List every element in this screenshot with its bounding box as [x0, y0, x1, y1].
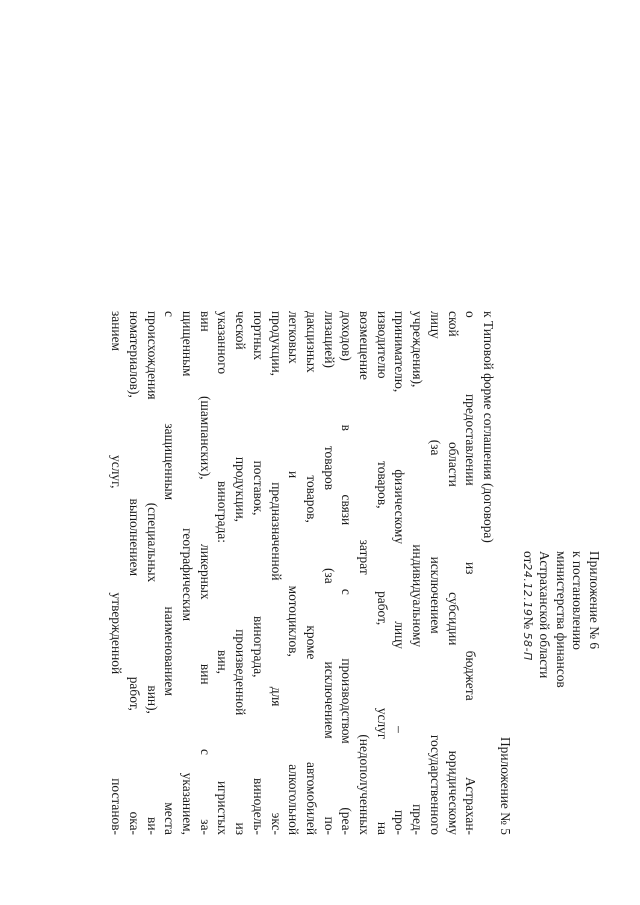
- appendix-5-line: лицу (за исключением государственного: [427, 311, 443, 835]
- appendix-5-line: о предоставлении из бюджета Астрахан-: [463, 311, 479, 835]
- appendix-5-line: ческой продукции, произведенной из: [233, 311, 249, 835]
- appendix-5-line: изводителю товаров, работ, услуг на: [374, 311, 390, 835]
- appendix-5-line: указанного винограда: вин, игристых: [215, 311, 231, 835]
- appendix-5-line: легковых и мотоциклов, алкогольной: [286, 311, 302, 835]
- appendix-6-line-2: к постановлению: [570, 551, 586, 650]
- appendix-5-line: к Типовой форме соглашения (договора): [481, 311, 496, 543]
- appendix-6-title: Приложение № 6: [587, 551, 602, 650]
- appendix-5-line: дакцизных товаров, кроме автомобилей: [303, 311, 319, 835]
- appendix-5-line: возмещение затрат (недополученных: [357, 311, 373, 835]
- date-prefix: от: [521, 551, 536, 564]
- number-prefix: №: [521, 616, 536, 630]
- appendix-5-line: вин (шампанских), ликерных вин с за-: [197, 311, 213, 835]
- appendix-5-line: ской области субсидии юридическому: [445, 311, 461, 835]
- appendix-5-line: номатериалов), выполнением работ, ока-: [126, 311, 142, 835]
- appendix-6-date-line: [519, 551, 537, 831]
- appendix-5-line: доходов) в связи с производством (реа-: [339, 311, 355, 835]
- appendix-5-line: с защищенным наименованием места: [162, 311, 178, 835]
- handwritten-number: 58-П: [521, 632, 534, 661]
- appendix-6-line-3: министерства финансов: [554, 551, 569, 688]
- appendix-5-line: занием услуг, утвержденной постанов-: [109, 311, 125, 835]
- appendix-6-header: [519, 551, 603, 831]
- appendix-5-line: лизацией) товаров (за исключением по-: [321, 311, 337, 835]
- handwritten-date: 24.12.19: [521, 563, 534, 617]
- appendix-5-block: [108, 311, 514, 835]
- appendix-5-line: портных поставок, винограда, винодель-: [250, 311, 266, 835]
- appendix-5-line: учреждения), индивидуальному пред-: [410, 311, 426, 835]
- appendix-5-text: [108, 311, 497, 835]
- appendix-5-line: происхождения (специальных вин), ви-: [144, 311, 160, 835]
- appendix-5-line: щищенным географическим указанием,: [180, 311, 196, 835]
- appendix-5-line: принимателю, физическому лицу – про-: [392, 311, 408, 835]
- appendix-6-line-4: Астраханской области: [537, 551, 553, 679]
- rotated-page-content: [86, 0, 626, 905]
- appendix-5-title: Приложение № 5: [498, 736, 513, 835]
- appendix-5-line: продукции, предназначенной для экс-: [268, 311, 284, 835]
